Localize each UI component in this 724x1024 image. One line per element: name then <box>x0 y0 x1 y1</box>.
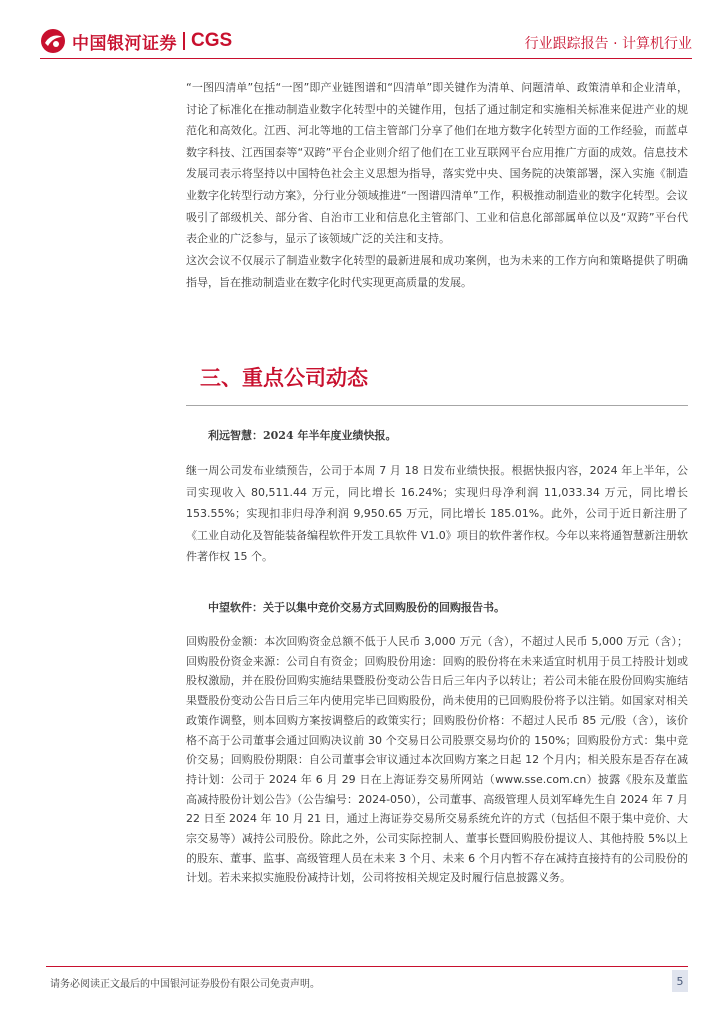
logo-chinese-name: 中国银河证券 <box>72 33 177 54</box>
page-header <box>0 0 724 58</box>
company-news-title-2: 中望软件：关于以集中竞价交易方式回购股份的回购报告书。 <box>208 601 505 614</box>
company-logo <box>40 28 232 54</box>
header-divider <box>40 58 692 59</box>
footer-divider <box>46 966 688 967</box>
logo-divider <box>183 32 185 50</box>
page-number: 5 <box>672 970 688 992</box>
galaxy-logo-icon <box>40 28 66 54</box>
company-news-title-1: 利远智慧：2024 年半年度业绩快报。 <box>208 429 397 442</box>
section-divider <box>186 405 688 406</box>
company-news-body-1: 继一周公司发布业绩预告，公司于本周 7 月 18 日发布业绩快报。根据快报内容，2024 年上半年，公司实现收入 80,511.44 万元，同比增长 16.24%；实现归母净利润 11,033.34 万元，同比增长 153.55%；实现扣非归母净利润 9,950.65 万元，同比增长 185.01%。此外，公司于近日新注册了《工业自动化及智能装备编程软件开发工具软件 V1.0》项目的软件著作权。今年以来将通智慧新注册软件著作权 15 个。 <box>186 464 688 564</box>
company-news-body-2: 回购股份金额：本次回购资金总额不低于人民币 3,000 万元（含），不超过人民币 5,000 万元（含）；回购股份资金来源：公司自有资金；回购股份用途：回购的股份将在未来适宜时机用于员工持股计划或股权激励，并在股份回购实施结果暨股份变动公告日后三年内予以转让；若公司未能在股份回购实施结果暨股份变动公告日后三年内使用完毕已回购股份，尚未使用的已回购股份将予以注销。如国家对相关政策作调整，则本回购方案按调整后的政策实行；回购股份价格：不超过人民币 85 元/股（含），该价格不高于公司董事会通过回购决议前 30 个交易日公司股票交易均价的 150%；回购股份方式：集中竞价交易；回购股份期限：自公司董事会审议通过本次回购方案之日起 12 个月内；相关股东是否存在减持计划：公司于 2024 年 6 月 29 日在上海证券交易所网站（www.sse.com.cn）披露《股东及董监高减持股份计划公告》（公告编号：2024-050），公司董事、高级管理人员刘军峰先生自 2024 年 7 月 22 日至 2024 年 10 月 21 日，通过上海证券交易所交易系统允许的方式（包括但不限于集中竞价、大宗交易等）减持公司股份。除此之外，公司实际控制人、董事长暨回购股份提议人、其他持股 5%以上的股东、董事、监事、高级管理人员在未来 3 个月、未来 6 个月内暂不存在减持直接持有的公司股份的计划。若未来拟实施股份减持计划，公司将按相关规定及时履行信息披露义务。 <box>186 635 688 885</box>
report-type-label: 行业跟踪报告 · 计算机行业 <box>524 36 692 52</box>
logo-english-name: CGS <box>191 30 233 51</box>
body-paragraph-2: 这次会议不仅展示了制造业数字化转型的最新进展和成功案例，也为未来的工作方向和策略提供了明确指导，旨在推动制造业在数字化时代实现更高质量的发展。 <box>186 254 688 289</box>
page-footer <box>0 966 724 996</box>
disclaimer-text: 请务必阅读正文最后的中国银河证券股份有限公司免责声明。 <box>50 979 320 990</box>
section-title: 三、重点公司动态 <box>200 365 368 390</box>
body-paragraph-1: “一图四清单”包括“一图”即产业链图谱和“四清单”即关键作为清单、问题清单、政策清单和企业清单，讨论了标准化在推动制造业数字化转型中的关键作用，包括了通过制定和实施相关标准来促进产业的规范化和高效化。江西、河北等地的工信主管部门分享了他们在地方数字化转型方面的工作经验，而蓝卓数字科技、江西国泰等“双跨”平台企业则介绍了他们在工业互联网平台应用推广方面的成效。信息技术发展司表示将坚持以中国特色社会主义思想为指导，落实党中央、国务院的决策部署，深入实施《制造业数字化转型行动方案》，分行业分领域推进“一图谱四清单”工作，积极推动制造业的数字化转型。会议吸引了部级机关、部分省、自治市工业和信息化主管部门、工业和信息化部部属单位以及“双跨”平台代表企业的广泛参与，显示了该领域广泛的关注和支持。 <box>186 81 688 246</box>
